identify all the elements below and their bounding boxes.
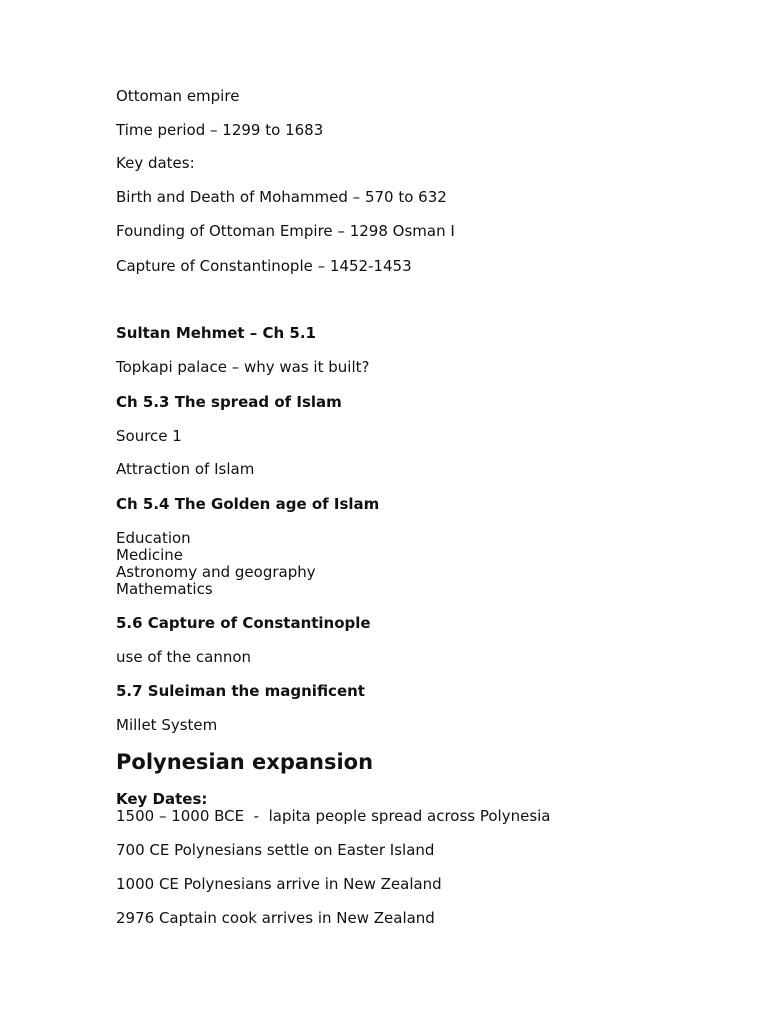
ottoman-time-period: Time period – 1299 to 1683	[116, 121, 324, 139]
section-heading-suleiman: 5.7 Suleiman the magnificent	[116, 682, 365, 700]
section-item: Mathematics	[116, 580, 213, 598]
polynesian-date-item: 2976 Captain cook arrives in New Zealand	[116, 909, 435, 927]
section-note-topkapi: Topkapi palace – why was it built?	[116, 358, 370, 376]
section-item: Medicine	[116, 546, 184, 564]
ottoman-date-item: Capture of Constantinople – 1452-1453	[116, 257, 412, 275]
polynesian-title: Polynesian expansion	[116, 750, 374, 774]
section-note-cannon: use of the cannon	[116, 648, 252, 666]
section-item: Astronomy and geography	[116, 563, 316, 581]
polynesian-date-item: 1000 CE Polynesians arrive in New Zealand	[116, 875, 442, 893]
ottoman-key-dates-label: Key dates:	[116, 154, 195, 172]
section-item: Attraction of Islam	[116, 460, 255, 478]
ottoman-date-item: Founding of Ottoman Empire – 1298 Osman I	[116, 222, 455, 240]
polynesian-key-dates-label: Key Dates:	[116, 790, 208, 808]
section-item: Education	[116, 529, 191, 547]
section-item: Source 1	[116, 427, 182, 445]
polynesian-date-item: 1500 – 1000 BCE - lapita people spread across Polynesia	[116, 807, 551, 825]
section-heading-spread-of-islam: Ch 5.3 The spread of Islam	[116, 393, 342, 411]
section-heading-sultan-mehmet: Sultan Mehmet – Ch 5.1	[116, 324, 316, 342]
ottoman-title: Ottoman empire	[116, 87, 240, 105]
section-heading-golden-age: Ch 5.4 The Golden age of Islam	[116, 495, 380, 513]
section-heading-capture-constantinople: 5.6 Capture of Constantinople	[116, 614, 371, 632]
ottoman-date-item: Birth and Death of Mohammed – 570 to 632	[116, 188, 447, 206]
polynesian-date-item: 700 CE Polynesians settle on Easter Island	[116, 841, 435, 859]
section-note-millet: Millet System	[116, 716, 218, 734]
